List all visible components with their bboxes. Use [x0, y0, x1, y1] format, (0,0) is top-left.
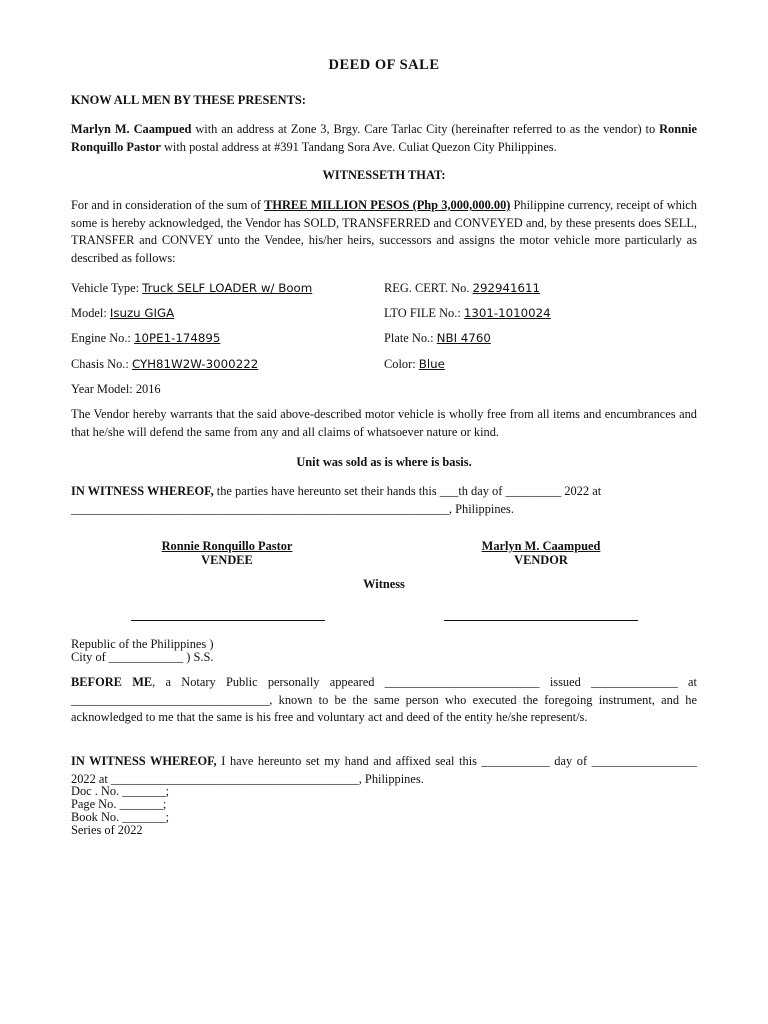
vendee-signature-block	[119, 539, 335, 567]
vehicle-type-label: Vehicle Type:	[71, 281, 143, 295]
lto-file-label: LTO FILE No.:	[384, 306, 464, 320]
plate-label: Plate No.:	[384, 331, 437, 345]
consideration-pre: For and in consideration of the sum of	[71, 198, 265, 212]
vehicle-row-4	[71, 356, 697, 374]
year-model-label: Year Model:	[71, 382, 136, 396]
reg-cert-value: 292941611	[472, 281, 541, 295]
before-me-lead: BEFORE ME	[71, 675, 153, 689]
lto-file-value: 1301-1010024	[463, 306, 551, 320]
vendee-signature-name: Ronnie Ronquillo Pastor	[161, 539, 293, 553]
in-witness-lead-2: IN WITNESS WHEREOF,	[71, 754, 217, 768]
vendor-role: VENDOR	[514, 553, 568, 567]
engine-label: Engine No.:	[71, 331, 134, 345]
notary-register	[71, 785, 697, 837]
witness-signature-line-left	[131, 620, 325, 621]
vehicle-row-1	[71, 280, 697, 298]
vendor-name: Marlyn M. Caampued	[71, 122, 192, 136]
model-value: Isuzu GIGA	[109, 306, 175, 320]
intro-vendee-text: with postal address at #391 Tandang Sora Ave. Culiat Quezon City Philippines.	[160, 139, 557, 154]
amount-text: THREE MILLION PESOS (Php 3,000,000.00)	[264, 198, 511, 212]
document-title: DEED OF SALE	[328, 57, 440, 73]
witness-label: Witness	[363, 577, 405, 591]
vendee-name: Ronnie Ronquillo Pastor	[71, 122, 697, 154]
know-all-heading: KNOW ALL MEN BY THESE PRESENTS:	[71, 93, 306, 107]
color-value: Blue	[418, 357, 445, 371]
year-model-value: 2016	[135, 382, 161, 396]
venue-line-1: Republic of the Philippines )	[71, 637, 214, 651]
series-year: Series of 2022	[71, 823, 143, 837]
plate-value: NBI 4760	[436, 331, 491, 345]
vehicle-row-2	[71, 305, 697, 323]
in-witness-line-2: _____________________________________________________________, Philippines.	[71, 501, 514, 516]
venue-block	[71, 638, 697, 664]
in-witness-lead-1: IN WITNESS WHEREOF,	[71, 484, 214, 498]
vendor-signature-name: Marlyn M. Caampued	[481, 539, 601, 553]
consideration-post: Philippine currency, receipt of which some is hereby acknowledged, the Vendor has SOLD, TRANSFERRED and CONVEYED and, by these presents does SELL, TRANSFER and CONVEY unto the Vendee, his/her heirs, successors and assigns the motor vehicle more particularly as described as follows:	[71, 198, 697, 265]
before-me-paragraph	[71, 674, 697, 727]
consideration-paragraph	[71, 197, 697, 267]
in-witness-text-2: I have hereunto set my hand and affixed seal this ___________ day of _________________ 2022 at ________________________________________, Philippines.	[71, 754, 697, 786]
document-page	[71, 0, 697, 1024]
intro-paragraph	[71, 121, 697, 156]
before-me-text: , a Notary Public personally appeared _________________________ issued ______________ at ________________________________, known to be the same person who executed the foregoing instrument, and he acknowledged to me that the same is his free and voluntary act and deed of the entity he/she represent/s.	[71, 675, 697, 725]
book-number: Book No. _______;	[71, 810, 170, 824]
warranty-paragraph: The Vendor hereby warrants that the said above-described motor vehicle is wholly free from all items and encumbrances and that he/she will defend the same from any and all claims of whatsoever nature or kind.	[71, 407, 697, 439]
vehicle-row-5	[71, 381, 697, 399]
vendor-signature-block	[433, 539, 649, 567]
witness-signature-line-right	[444, 620, 638, 621]
in-witness-paragraph-1	[71, 483, 697, 518]
engine-value: 10PE1-174895	[133, 331, 221, 345]
color-label: Color:	[384, 357, 419, 371]
in-witness-text-1: the parties have hereunto set their hands this ___th day of _________ 2022 at	[213, 484, 602, 498]
witnesseth-heading: WITNESSETH THAT:	[322, 168, 446, 182]
chasis-value: CYH81W2W-3000222	[131, 357, 259, 371]
model-label: Model:	[71, 306, 110, 320]
vendee-role: VENDEE	[201, 553, 253, 567]
vehicle-type-value: Truck SELF LOADER w/ Boom	[142, 281, 313, 295]
reg-cert-label: REG. CERT. No.	[384, 281, 473, 295]
vehicle-row-3	[71, 330, 697, 348]
in-witness-paragraph-2	[71, 753, 697, 788]
page-number: Page No. _______;	[71, 797, 167, 811]
as-is-statement: Unit was sold as is where is basis.	[296, 455, 472, 469]
venue-line-2: City of ____________ ) S.S.	[71, 650, 214, 664]
doc-number: Doc . No. _______;	[71, 784, 170, 798]
intro-vendor-text: with an address at Zone 3, Brgy. Care Tarlac City (hereinafter referred to as the vendor) to	[191, 122, 660, 136]
chasis-label: Chasis No.:	[71, 357, 132, 371]
